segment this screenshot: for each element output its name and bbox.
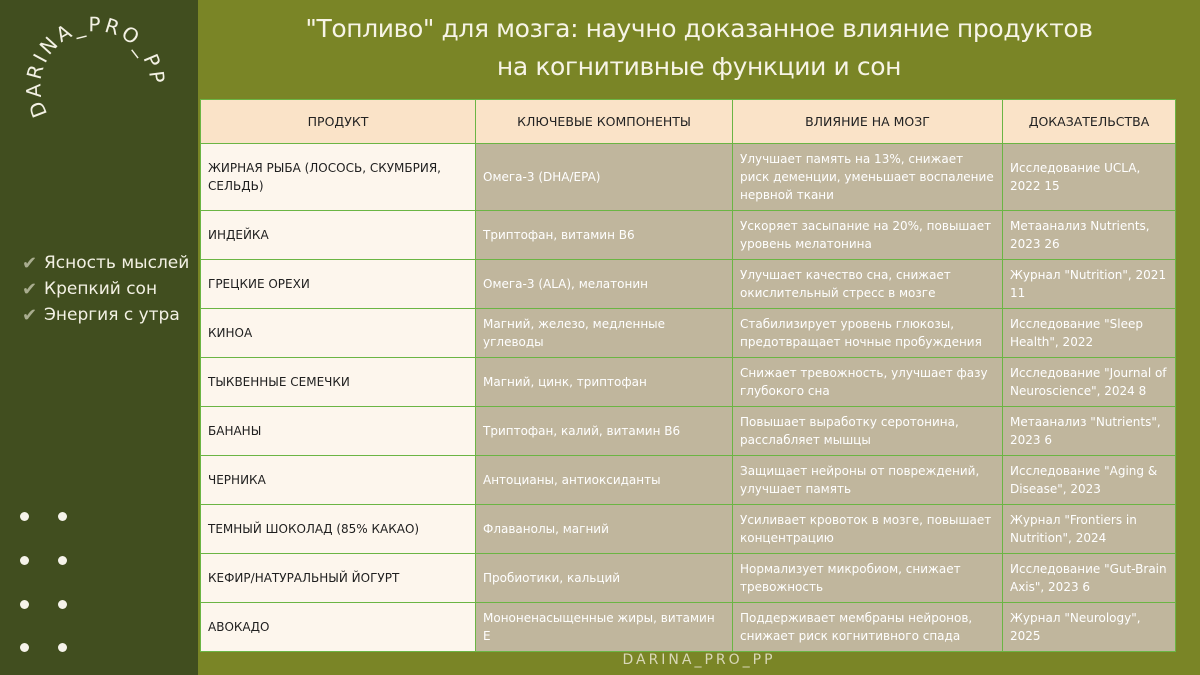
dot-icon xyxy=(58,643,67,652)
cell-components: Магний, цинк, триптофан xyxy=(476,358,733,407)
data-table xyxy=(200,99,1176,652)
check-icon: ✔ xyxy=(22,252,38,274)
cell-components: Триптофан, калий, витамин B6 xyxy=(476,407,733,456)
cell-components: Омега-3 (DHA/EPA) xyxy=(476,144,733,211)
dot-icon xyxy=(20,512,29,521)
dot-icon xyxy=(58,556,67,565)
cell-effect: Стабилизирует уровень глюкозы, предотвращает ночные пробуждения xyxy=(733,309,1003,358)
cell-components: Магний, железо, медленные углеводы xyxy=(476,309,733,358)
table-row xyxy=(201,260,1176,309)
cell-components: Триптофан, витамин B6 xyxy=(476,211,733,260)
benefit-item xyxy=(22,276,189,302)
cell-product: КИНОА xyxy=(201,309,476,358)
cell-components: Пробиотики, кальций xyxy=(476,554,733,603)
cell-evidence: Исследование "Journal of Neuroscience", 2024 8 xyxy=(1003,358,1176,407)
table-row xyxy=(201,309,1176,358)
cell-product: ТЫКВЕННЫЕ СЕМЕЧКИ xyxy=(201,358,476,407)
header-evidence: ДОКАЗАТЕЛЬСТВА xyxy=(1003,100,1176,144)
cell-effect: Повышает выработку серотонина, расслабляет мышцы xyxy=(733,407,1003,456)
benefit-item xyxy=(22,250,189,276)
cell-effect: Улучшает память на 13%, снижает риск деменции, уменьшает воспаление нервной ткани xyxy=(733,144,1003,211)
cell-evidence: Метаанализ "Nutrients", 2023 6 xyxy=(1003,407,1176,456)
cell-evidence: Журнал "Nutrition", 2021 11 xyxy=(1003,260,1176,309)
dot-icon xyxy=(20,556,29,565)
header-components: КЛЮЧЕВЫЕ КОМПОНЕНТЫ xyxy=(476,100,733,144)
table-row xyxy=(201,505,1176,554)
food-table xyxy=(200,99,1175,649)
dot-icon xyxy=(20,643,29,652)
cell-evidence: Исследование "Aging & Disease", 2023 xyxy=(1003,456,1176,505)
cell-effect: Снижает тревожность, улучшает фазу глубокого сна xyxy=(733,358,1003,407)
cell-effect: Улучшает качество сна, снижает окислительный стресс в мозге xyxy=(733,260,1003,309)
footer-brand: DARINA_PRO_PP xyxy=(622,652,776,668)
table-row xyxy=(201,603,1176,652)
cell-components: Омега-3 (ALA), мелатонин xyxy=(476,260,733,309)
cell-evidence: Исследование UCLA, 2022 15 xyxy=(1003,144,1176,211)
brand-logo xyxy=(18,14,178,174)
decorative-dots xyxy=(20,510,80,660)
page-title xyxy=(198,10,1200,86)
cell-components: Антоцианы, антиоксиданты xyxy=(476,456,733,505)
cell-product: ЖИРНАЯ РЫБА (ЛОСОСЬ, СКУМБРИЯ, СЕЛЬДЬ) xyxy=(201,144,476,211)
cell-product: БАНАНЫ xyxy=(201,407,476,456)
cell-product: ТЕМНЫЙ ШОКОЛАД (85% КАКАО) xyxy=(201,505,476,554)
cell-evidence: Исследование "Sleep Health", 2022 xyxy=(1003,309,1176,358)
title-line-1: "Топливо" для мозга: научно доказанное влияние продуктов xyxy=(305,14,1093,43)
benefit-label: Энергия с утра xyxy=(44,305,180,325)
logo-text: DARINA_PRO_PP xyxy=(21,14,170,122)
cell-evidence: Метаанализ Nutrients, 2023 26 xyxy=(1003,211,1176,260)
benefit-item xyxy=(22,302,189,328)
cell-product: ЧЕРНИКА xyxy=(201,456,476,505)
cell-product: АВОКАДО xyxy=(201,603,476,652)
svg-text:DARINA_PRO_PP xyxy=(21,14,170,121)
benefit-label: Крепкий сон xyxy=(44,279,158,299)
dot-icon xyxy=(20,600,29,609)
title-line-2: на когнитивные функции и сон xyxy=(496,52,902,81)
cell-effect: Нормализует микробиом, снижает тревожность xyxy=(733,554,1003,603)
table-row xyxy=(201,456,1176,505)
cell-product: ГРЕЦКИЕ ОРЕХИ xyxy=(201,260,476,309)
header-product: ПРОДУКТ xyxy=(201,100,476,144)
table-row xyxy=(201,358,1176,407)
table-row xyxy=(201,554,1176,603)
cell-evidence: Журнал "Neurology", 2025 xyxy=(1003,603,1176,652)
cell-effect: Защищает нейроны от повреждений, улучшает память xyxy=(733,456,1003,505)
benefit-label: Ясность мыслей xyxy=(44,253,190,273)
cell-effect: Ускоряет засыпание на 20%, повышает уровень мелатонина xyxy=(733,211,1003,260)
dot-icon xyxy=(58,512,67,521)
header-effect: ВЛИЯНИЕ НА МОЗГ xyxy=(733,100,1003,144)
table-row xyxy=(201,407,1176,456)
cell-components: Мононенасыщенные жиры, витамин E xyxy=(476,603,733,652)
header-row xyxy=(201,100,1176,144)
sidebar xyxy=(0,0,198,675)
table-row xyxy=(201,211,1176,260)
dot-icon xyxy=(58,600,67,609)
table-row xyxy=(201,144,1176,211)
check-icon: ✔ xyxy=(22,278,38,300)
cell-product: КЕФИР/НАТУРАЛЬНЫЙ ЙОГУРТ xyxy=(201,554,476,603)
cell-evidence: Исследование "Gut-Brain Axis", 2023 6 xyxy=(1003,554,1176,603)
cell-effect: Усиливает кровоток в мозге, повышает концентрацию xyxy=(733,505,1003,554)
cell-components: Флаванолы, магний xyxy=(476,505,733,554)
cell-evidence: Журнал "Frontiers in Nutrition", 2024 xyxy=(1003,505,1176,554)
benefit-list xyxy=(22,250,189,328)
cell-effect: Поддерживает мембраны нейронов, снижает риск когнитивного спада xyxy=(733,603,1003,652)
check-icon: ✔ xyxy=(22,304,38,326)
cell-product: ИНДЕЙКА xyxy=(201,211,476,260)
